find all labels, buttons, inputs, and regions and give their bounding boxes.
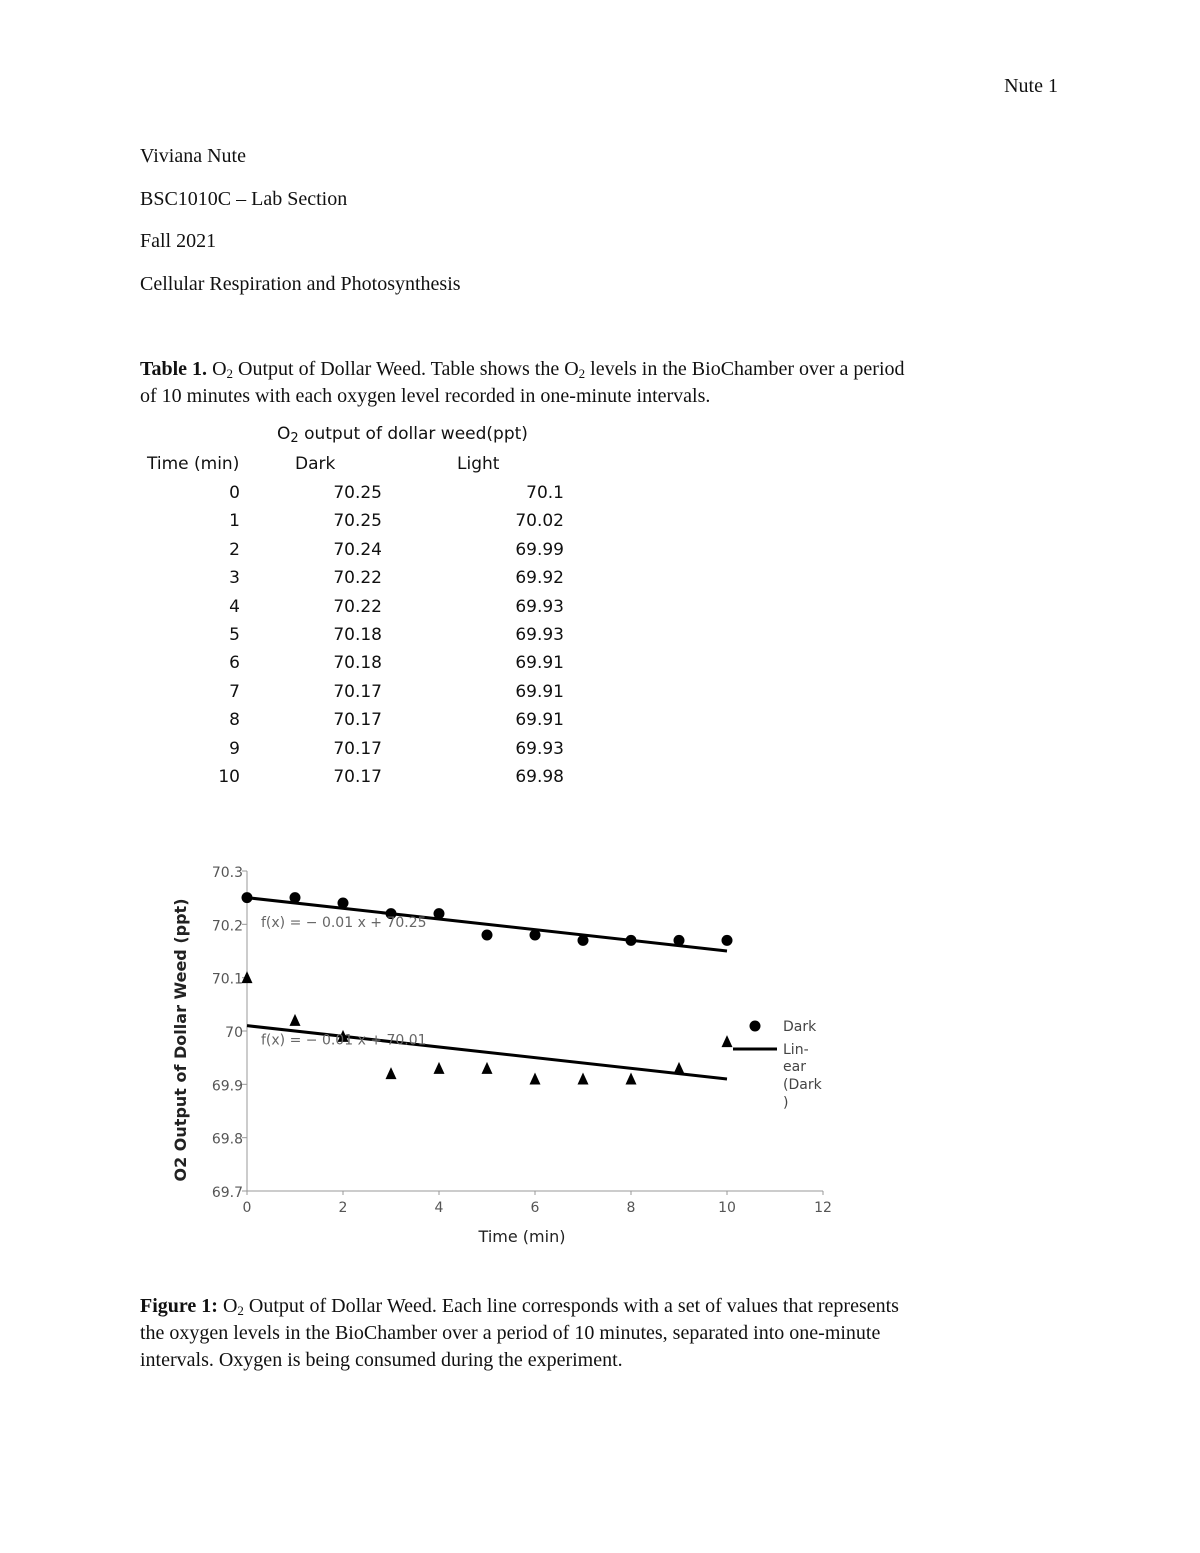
table-row bbox=[140, 653, 570, 681]
x-tick-label: 8 bbox=[626, 1200, 636, 1216]
legend-entry: (Dark bbox=[783, 1077, 822, 1093]
table-row bbox=[140, 710, 570, 738]
table-caption-o: O bbox=[212, 358, 227, 380]
data-point-dark bbox=[722, 935, 733, 946]
data-point-dark bbox=[242, 892, 253, 903]
cell-light: 69.91 bbox=[515, 681, 564, 702]
chart-legend bbox=[733, 1019, 823, 1111]
data-point-triangle bbox=[626, 1073, 637, 1085]
table-row bbox=[140, 739, 570, 767]
table-caption-text-b: levels in the BioChamber over a period bbox=[585, 358, 905, 380]
figure-caption-line3: intervals. Oxygen is being consumed during the experiment. bbox=[140, 1349, 623, 1371]
cell-light: 69.91 bbox=[515, 710, 564, 731]
x-tick-label: 0 bbox=[242, 1200, 252, 1216]
figure-caption-line2: the oxygen levels in the BioChamber over a period of 10 minutes, separated into one-minute bbox=[140, 1322, 881, 1344]
cell-dark: 70.17 bbox=[333, 767, 382, 787]
cell-light: 69.93 bbox=[515, 738, 564, 759]
table-row bbox=[140, 511, 570, 539]
cell-light: 69.98 bbox=[515, 767, 564, 787]
x-axis-label: Time (min) bbox=[478, 1227, 566, 1246]
cell-dark: 70.18 bbox=[333, 653, 382, 674]
figure-caption-o: O bbox=[217, 1295, 238, 1317]
column-header-light: Light bbox=[457, 454, 500, 474]
x-tick-label: 10 bbox=[718, 1200, 736, 1216]
legend-entry: ear bbox=[783, 1059, 806, 1075]
data-point-dark bbox=[674, 935, 685, 946]
cell-dark: 70.17 bbox=[333, 738, 382, 759]
trendline-equation: f(x) = − 0.01 x + 70.01 bbox=[261, 1032, 427, 1049]
data-point-dark bbox=[338, 898, 349, 909]
table-row bbox=[140, 568, 570, 596]
x-tick-label: 2 bbox=[338, 1200, 348, 1216]
cell-dark: 70.17 bbox=[333, 681, 382, 702]
cell-time: 1 bbox=[229, 511, 240, 532]
table-row bbox=[140, 540, 570, 568]
y-tick-label: 70.2 bbox=[211, 918, 243, 935]
legend-entry: Dark bbox=[783, 1019, 817, 1035]
cell-dark: 70.24 bbox=[333, 539, 382, 560]
table-row bbox=[140, 682, 570, 710]
data-point-dark bbox=[434, 908, 445, 919]
y-tick-label: 70.3 bbox=[211, 865, 243, 881]
table-row bbox=[140, 597, 570, 625]
cell-time: 3 bbox=[229, 568, 240, 589]
cell-dark: 70.22 bbox=[333, 596, 382, 617]
page-number-header: Nute 1 bbox=[1004, 75, 1058, 97]
cell-time: 5 bbox=[229, 625, 240, 645]
cell-dark: 70.25 bbox=[333, 483, 382, 503]
table-caption bbox=[140, 356, 1060, 410]
table-caption-label: Table 1. bbox=[140, 358, 208, 380]
author-name: Viviana Nute bbox=[140, 145, 246, 167]
table-row bbox=[140, 625, 570, 653]
legend-entry: ) bbox=[783, 1095, 789, 1111]
table-group-header bbox=[277, 424, 528, 444]
data-point-triangle bbox=[386, 1067, 397, 1079]
subscript: 2 bbox=[578, 366, 586, 381]
cell-light: 70.02 bbox=[515, 511, 564, 532]
table-row bbox=[140, 483, 570, 511]
data-point-dark bbox=[482, 930, 493, 941]
cell-dark: 70.17 bbox=[333, 710, 382, 731]
table-row bbox=[140, 767, 570, 795]
table-group-text: output of dollar weed(ppt) bbox=[298, 424, 528, 444]
document-title: Cellular Respiration and Photosynthesis bbox=[140, 273, 461, 295]
term: Fall 2021 bbox=[140, 230, 217, 252]
cell-light: 69.93 bbox=[515, 625, 564, 645]
cell-time: 8 bbox=[229, 710, 240, 731]
table-caption-line2: of 10 minutes with each oxygen level recorded in one-minute intervals. bbox=[140, 385, 711, 407]
data-point-triangle bbox=[434, 1062, 445, 1074]
subscript: 2 bbox=[226, 366, 234, 381]
y-tick-label: 70.1 bbox=[211, 971, 243, 988]
cell-light: 70.1 bbox=[526, 483, 564, 503]
x-tick-label: 4 bbox=[434, 1200, 444, 1216]
data-point-dark bbox=[626, 935, 637, 946]
column-header-dark: Dark bbox=[295, 454, 336, 474]
y-tick-label: 70 bbox=[225, 1025, 243, 1041]
cell-time: 10 bbox=[218, 767, 240, 787]
y-tick-label: 69.8 bbox=[211, 1131, 243, 1148]
course-name: BSC1010C – Lab Section bbox=[140, 188, 348, 210]
figure-caption-text1: Output of Dollar Weed. Each line corresponds with a set of values that represents bbox=[243, 1295, 899, 1317]
data-point-triangle bbox=[530, 1073, 541, 1085]
data-point-dark bbox=[578, 935, 589, 946]
legend-entry: Lin- bbox=[783, 1042, 809, 1058]
table-group-o: O bbox=[277, 424, 291, 444]
y-tick-label: 69.9 bbox=[211, 1078, 243, 1095]
x-tick-label: 12 bbox=[814, 1200, 832, 1216]
data-point-triangle bbox=[722, 1035, 733, 1047]
column-header-time: Time (min) bbox=[147, 454, 240, 474]
data-point-triangle bbox=[482, 1062, 493, 1074]
subscript: 2 bbox=[237, 1303, 244, 1318]
x-tick-label: 6 bbox=[530, 1200, 540, 1216]
subscript: 2 bbox=[290, 431, 299, 446]
cell-dark: 70.25 bbox=[333, 511, 382, 532]
data-point-triangle bbox=[290, 1014, 301, 1026]
figure-caption-label: Figure 1: bbox=[140, 1295, 218, 1317]
cell-dark: 70.22 bbox=[333, 568, 382, 589]
chart-equations bbox=[261, 915, 427, 1048]
data-point-dark bbox=[290, 892, 301, 903]
y-axis-label: O2 Output of Dollar Weed (ppt) bbox=[171, 898, 190, 1182]
cell-time: 9 bbox=[229, 738, 240, 759]
cell-time: 6 bbox=[229, 653, 240, 674]
table-caption-text-a: Output of Dollar Weed. Table shows the O bbox=[233, 358, 579, 380]
trendline-equation: f(x) = − 0.01 x + 70.25 bbox=[261, 915, 427, 931]
data-point-dark bbox=[530, 930, 541, 941]
cell-light: 69.92 bbox=[515, 568, 564, 589]
y-tick-label: 69.7 bbox=[211, 1185, 243, 1201]
cell-time: 7 bbox=[229, 681, 240, 702]
cell-dark: 70.18 bbox=[333, 625, 382, 645]
data-point-triangle bbox=[578, 1073, 589, 1085]
data-point-triangle bbox=[674, 1062, 685, 1074]
cell-time: 4 bbox=[229, 596, 240, 617]
cell-light: 69.93 bbox=[515, 596, 564, 617]
cell-light: 69.99 bbox=[515, 539, 564, 560]
o2-output-chart bbox=[160, 850, 860, 1260]
legend-marker-dark bbox=[750, 1021, 761, 1032]
cell-time: 2 bbox=[229, 539, 240, 560]
cell-light: 69.91 bbox=[515, 653, 564, 674]
cell-time: 0 bbox=[229, 483, 240, 503]
figure-caption bbox=[140, 1293, 1080, 1374]
